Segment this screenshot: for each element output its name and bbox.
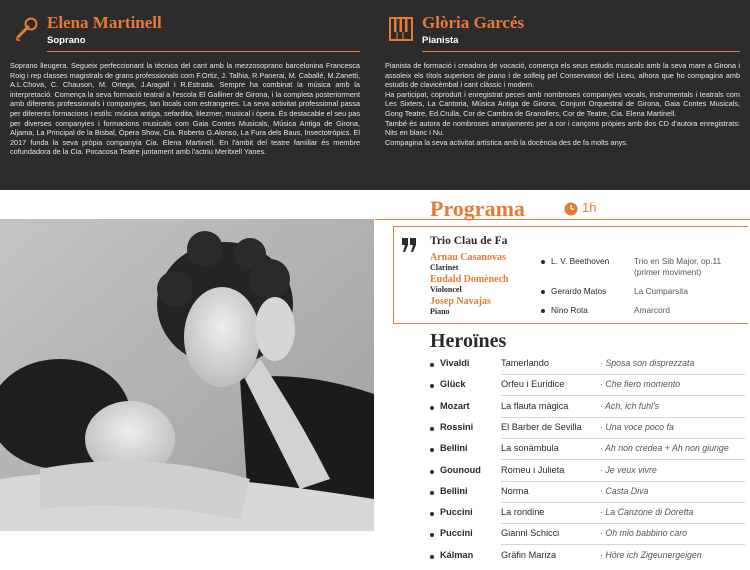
heroine-work: Gianni Schicci [501,528,560,539]
heroine-composer: Rossini [440,421,474,432]
heroine-aria: · Che fiero momento [600,379,681,390]
heroine-row [430,377,748,399]
heroine-aria: · La Canzone di Doretta [600,507,694,518]
member-name: Josep Navajas [430,296,491,307]
heroine-work: El Barber de Sevilla [501,421,582,432]
heroine-composer: Glück [440,379,466,390]
heroine-work: Gräfin Mariza [501,549,557,560]
heroine-composer: Vivaldi [440,358,470,368]
piece-title: Amarcord [634,305,670,315]
heroines-title: Heroïnes [430,330,507,352]
heroine-aria: · Sposa son disprezzata [600,358,695,368]
heroine-row [430,505,748,527]
piece-composer: Gerardo Matos [551,286,607,296]
heroine-aria: · Oh mio babbino caro [600,528,688,539]
bullet [430,470,434,474]
bullet [430,555,434,559]
heroine-work: La rondine [501,507,545,518]
bullet [430,384,434,388]
heroine-row [430,484,748,506]
heroine-work: La flauta màgica [501,400,569,411]
piece-composer: L. V. Beethoven [551,256,610,266]
heroine-row [430,463,748,485]
bullet [430,363,434,367]
heroine-row [430,399,748,421]
heroine-row [430,441,748,463]
heroine-row [430,356,748,378]
heroine-aria: · Ach, ich fuhl's [600,400,660,411]
heroine-aria: · Ah non credea + Ah non giunge [600,443,729,454]
performer-name: Glòria Garcés [422,13,525,32]
bullet [430,533,434,537]
row-divider [501,374,745,375]
bullet [430,406,434,410]
heroine-composer: Mozart [440,400,470,411]
performer-elena [10,14,360,157]
member-name: Arnau Casanovas [430,252,506,263]
performers-photo [0,219,374,531]
trio-name: Trio Clau de Fa [430,235,508,247]
quote-marks-icon [401,236,417,259]
member-instrument: Violoncel [430,285,462,294]
heroine-composer: Puccini [440,528,473,539]
heroine-work: Tamerlando [501,358,550,368]
heroine-work: Romeu i Julieta [501,464,565,475]
member-instrument: Clarinet [430,263,459,272]
bullet [430,448,434,452]
bio-paragraph: Compagina la seva activitat artística amb la docència des de fa molts anys. [385,137,628,147]
trio-piece [541,286,606,296]
piece-title: Trio en Sib Major, op.11 [634,256,722,266]
heroine-aria: · Casta Diva [600,485,649,496]
performer-role: Soprano [47,35,86,46]
heroine-work: Orfeu i Euridice [501,379,565,390]
programa-title: Programa [430,196,525,221]
heroine-composer: Puccini [440,507,473,518]
bio-paragraph: Ha participat, coproduït i enregistrat peces amb nombroses companyies vocals, instrumentals i teatrals com Les Sixters, La Cantoria, Música Antiga de Girona, Conjunt Orquestral de Girona, Gaia Contes Musicals, Gong Teatre, Ed.Crulla, Cor de Cambra de Granollers, Cor de Teatre, Cia. Elena Martinell. [385,89,740,118]
piano-keys-icon [385,14,417,44]
trio-member [430,252,506,272]
row-divider [501,395,745,396]
heroine-work: La sonàmbula [501,443,559,454]
heroine-composer: Kálman [440,549,474,560]
trio-piece [541,256,609,266]
member-instrument: Piano [430,307,450,316]
microphone-icon [10,14,42,44]
performer-name: Elena Martinell [47,13,162,32]
bios-panel [0,0,750,190]
heroine-aria: · Höre ich Zigeunergeigen [600,549,702,560]
heroine-row [430,526,748,548]
bullet [430,491,434,495]
heroine-composer: Gounoud [440,464,481,475]
heroine-row [430,548,748,570]
row-divider [501,523,745,524]
trio-piece [541,305,588,315]
performer-bio [385,61,740,147]
bullet [430,427,434,431]
clock-icon [564,202,578,221]
heroine-work: Norma [501,485,529,496]
heroine-composer: Bellini [440,443,468,454]
piece-composer: Nino Rota [551,305,588,315]
divider [422,51,740,52]
bio-paragraph: També és autora de nombroses arranjaments per a cor i cançons pròpies amb dos CD d'autora enregistrats: Nits en blanc i Nu. [385,118,740,138]
row-divider [501,544,745,545]
row-divider [501,438,745,439]
duration: 1h [582,200,597,215]
performer-gloria [385,14,740,147]
trio-member [430,296,491,316]
bullet [430,512,434,516]
performer-bio: Soprano lleugera. Segueix perfeccionant la tècnica del cant amb la mezzosoprano barcelonina Francesca Roig i rep classes magistrals de grans professionals com F.Ortiz, J. Talhia, R.Panerai, M. Caballé, M.Zanetti, A.L.Chova, C. Chauson, M. Ortega, J.Aragall i R.Estrada. Sempre ha combinat la música amb la interpretació. Comença la seva formació teatral a l'escola El Galliner de Girona, i la completa posteriorment amb diferents professionals i companyies, tan locals com estrangeres. La seva activitat professional passa per diferents formacions i estils: música antiga, sefardita, klezmer, musical i òpera. És destacable el seu pas per diverses companyies i formacions musicals com Gaia Contes Musicals, Música Antiga de Girona, Aljama, La Principal de la Bisbal, Òpera Show, Cia. Roberto G.Alonso, La Fura dels Baus, Insectotròpics. El 2017 funda la seva pròpia companyia Cia. Elena Martinell. En l'àmbit del teatre familiar és membre cofundadora de la Cia. Pocacosa Teatre juntament amb l'actriu Meritxell Yanes. [10,61,360,157]
bio-paragraph: Pianista de formació i creadora de vocació, comença els seus estudis musicals amb la seva mare a Girona i assoleix els títols superiors de piano i de solfeig pel Conservatori del Liceu, alhora que ho compagina amb estudis de clavicèmbal i cant clàssic i modern. [385,61,740,90]
performer-role: Pianista [422,35,459,46]
divider [47,51,360,52]
piece-work [634,256,721,278]
heroine-composer: Bellini [440,485,468,496]
row-divider [501,459,745,460]
trio-member [430,274,509,294]
member-name: Eudald Domènech [430,274,509,285]
heroine-row [430,420,748,442]
row-divider [501,417,745,418]
heroine-aria: · Una voce poco fa [600,421,674,432]
heroine-aria: · Je veux vivre [600,464,657,475]
row-divider [501,502,745,503]
piece-title: La Cumparsita [634,286,688,296]
piece-subtitle: (primer moviment) [634,267,702,277]
row-divider [501,481,745,482]
